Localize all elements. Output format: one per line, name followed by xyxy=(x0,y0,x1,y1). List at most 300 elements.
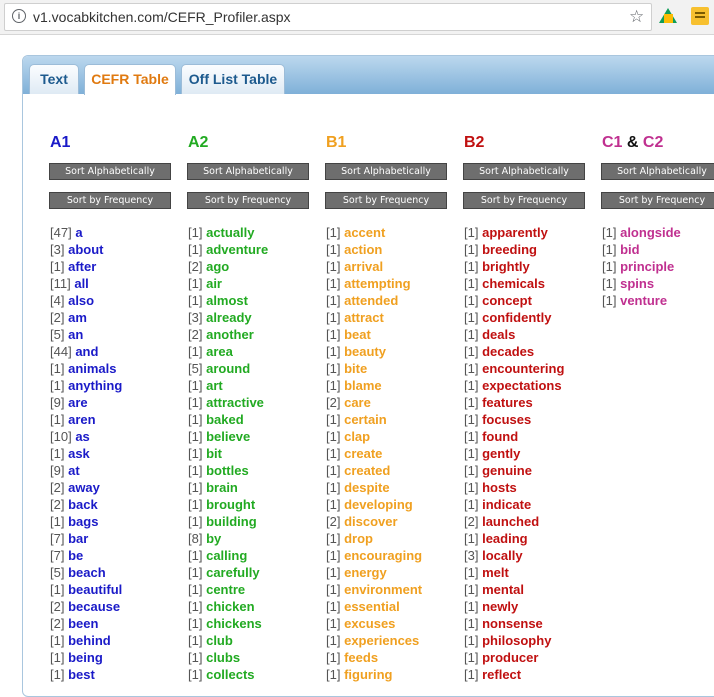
word-row xyxy=(602,275,714,292)
tab-text[interactable]: Text xyxy=(29,64,79,94)
word-row xyxy=(464,411,591,428)
word-row xyxy=(464,632,591,649)
word-link[interactable]: hosts xyxy=(482,480,517,495)
word-link[interactable]: about xyxy=(68,242,104,257)
word-count: [1] xyxy=(326,480,341,495)
word-row xyxy=(326,615,453,632)
word-count: [1] xyxy=(50,378,65,393)
word-count: [1] xyxy=(326,293,341,308)
word-link[interactable]: bit xyxy=(206,446,222,461)
word-count: [1] xyxy=(326,276,341,291)
word-link[interactable]: animals xyxy=(68,361,117,376)
word-count: [1] xyxy=(326,497,341,512)
sort-alpha-button-b1[interactable]: Sort Alphabetically xyxy=(325,163,447,180)
word-count: [1] xyxy=(188,225,203,240)
word-link[interactable]: collects xyxy=(206,667,255,682)
word-row xyxy=(188,445,315,462)
word-link[interactable]: action xyxy=(344,242,383,257)
word-link[interactable]: chickens xyxy=(206,616,262,631)
word-count: [1] xyxy=(326,616,341,631)
word-row xyxy=(188,377,315,394)
word-link[interactable]: centre xyxy=(206,582,246,597)
word-list-a2 xyxy=(188,224,315,683)
word-link[interactable]: anything xyxy=(68,378,123,393)
word-count: [1] xyxy=(464,361,479,376)
word-link[interactable]: philosophy xyxy=(482,633,552,648)
word-link[interactable]: reflect xyxy=(482,667,522,682)
word-link[interactable]: spins xyxy=(620,276,655,291)
word-link[interactable]: mental xyxy=(482,582,524,597)
word-count: [2] xyxy=(188,259,203,274)
word-row xyxy=(188,547,315,564)
word-link[interactable]: breeding xyxy=(482,242,537,257)
word-count: [1] xyxy=(464,497,479,512)
word-row xyxy=(326,479,453,496)
word-link[interactable]: apparently xyxy=(482,225,548,240)
word-link[interactable]: focuses xyxy=(482,412,532,427)
word-link[interactable]: behind xyxy=(68,633,111,648)
word-row xyxy=(464,598,591,615)
word-count: [1] xyxy=(326,650,341,665)
word-count: [1] xyxy=(326,344,341,359)
word-link[interactable]: leading xyxy=(482,531,528,546)
sort-freq-button-c[interactable]: Sort by Frequency xyxy=(601,192,714,209)
word-count: [2] xyxy=(326,514,341,529)
word-link[interactable]: gently xyxy=(482,446,521,461)
word-row xyxy=(326,360,453,377)
word-row xyxy=(50,411,177,428)
word-link[interactable]: almost xyxy=(206,293,248,308)
word-count: [1] xyxy=(50,361,65,376)
word-link[interactable]: decades xyxy=(482,344,535,359)
word-link[interactable]: attract xyxy=(344,310,384,325)
word-link[interactable]: ago xyxy=(206,259,230,274)
word-row xyxy=(50,666,177,683)
word-row xyxy=(50,632,177,649)
word-count: [1] xyxy=(188,650,203,665)
word-row xyxy=(50,530,177,547)
word-link[interactable]: bite xyxy=(344,361,368,376)
word-link[interactable]: experiences xyxy=(344,633,420,648)
word-row xyxy=(602,292,714,309)
word-link[interactable]: principle xyxy=(620,259,675,274)
word-link[interactable]: found xyxy=(482,429,519,444)
word-count: [1] xyxy=(188,378,203,393)
word-row xyxy=(464,649,591,666)
word-count: [2] xyxy=(50,599,65,614)
level-heading-a1: A1 xyxy=(50,134,71,151)
word-count: [1] xyxy=(326,225,341,240)
word-count: [1] xyxy=(464,599,479,614)
word-row xyxy=(188,496,315,513)
word-row xyxy=(188,275,315,292)
word-row xyxy=(326,309,453,326)
word-count: [2] xyxy=(464,514,479,529)
word-link[interactable]: brain xyxy=(206,480,238,495)
word-count: [1] xyxy=(464,259,479,274)
word-count: [1] xyxy=(188,412,203,427)
word-link[interactable]: attended xyxy=(344,293,399,308)
browser-toolbar xyxy=(0,0,714,35)
word-link[interactable]: chemicals xyxy=(482,276,545,291)
word-count: [1] xyxy=(464,429,479,444)
word-row xyxy=(326,394,453,411)
word-count: [2] xyxy=(50,310,65,325)
word-count: [7] xyxy=(50,531,65,546)
word-link[interactable]: accent xyxy=(344,225,386,240)
word-link[interactable]: environment xyxy=(344,582,423,597)
word-count: [1] xyxy=(602,276,617,291)
word-row xyxy=(464,496,591,513)
word-link[interactable]: around xyxy=(206,361,251,376)
word-row xyxy=(50,445,177,462)
word-link[interactable]: newly xyxy=(482,599,519,614)
word-row xyxy=(188,530,315,547)
word-link[interactable]: blame xyxy=(344,378,382,393)
word-link[interactable]: as xyxy=(75,429,90,444)
sort-freq-button-b1[interactable]: Sort by Frequency xyxy=(325,192,447,209)
word-link[interactable]: because xyxy=(68,599,121,614)
word-row xyxy=(50,394,177,411)
google-drive-icon[interactable] xyxy=(659,8,677,23)
info-icon[interactable]: i xyxy=(12,9,26,23)
word-link[interactable]: bottles xyxy=(206,463,249,478)
word-count: [1] xyxy=(188,395,203,410)
word-row xyxy=(188,360,315,377)
sort-freq-button-a1[interactable]: Sort by Frequency xyxy=(49,192,171,209)
word-link[interactable]: been xyxy=(68,616,99,631)
word-list-a1 xyxy=(50,224,177,683)
sort-freq-button-a2[interactable]: Sort by Frequency xyxy=(187,192,309,209)
word-count: [1] xyxy=(188,616,203,631)
word-link[interactable]: believe xyxy=(206,429,251,444)
word-row xyxy=(188,615,315,632)
word-count: [1] xyxy=(188,548,203,563)
word-count: [1] xyxy=(464,616,479,631)
word-row xyxy=(50,547,177,564)
word-link[interactable]: aren xyxy=(68,412,96,427)
word-count: [1] xyxy=(188,276,203,291)
word-count: [1] xyxy=(464,446,479,461)
word-link[interactable]: already xyxy=(206,310,252,325)
word-row xyxy=(464,275,591,292)
word-count: [2] xyxy=(50,497,65,512)
word-row xyxy=(188,241,315,258)
word-row xyxy=(464,343,591,360)
word-row xyxy=(326,581,453,598)
word-count: [1] xyxy=(326,582,341,597)
word-row xyxy=(188,462,315,479)
sort-alpha-button-a1[interactable]: Sort Alphabetically xyxy=(49,163,171,180)
word-link[interactable]: chicken xyxy=(206,599,255,614)
word-count: [1] xyxy=(464,293,479,308)
word-count: [1] xyxy=(188,463,203,478)
word-link[interactable]: concept xyxy=(482,293,532,308)
word-link[interactable]: club xyxy=(206,633,233,648)
word-link[interactable]: created xyxy=(344,463,391,478)
word-count: [2] xyxy=(50,480,65,495)
column-a2 xyxy=(183,132,315,683)
word-link[interactable]: bags xyxy=(68,514,99,529)
word-count: [5] xyxy=(188,361,203,376)
word-row xyxy=(188,632,315,649)
word-link[interactable]: and xyxy=(75,344,99,359)
word-row xyxy=(326,445,453,462)
word-link[interactable]: brightly xyxy=(482,259,530,274)
word-count: [1] xyxy=(50,259,65,274)
word-link[interactable]: an xyxy=(68,327,84,342)
word-row xyxy=(188,649,315,666)
word-row xyxy=(464,530,591,547)
word-link[interactable]: ask xyxy=(68,446,90,461)
word-count: [1] xyxy=(188,565,203,580)
word-link[interactable]: melt xyxy=(482,565,509,580)
word-link[interactable]: all xyxy=(74,276,89,291)
word-count: [1] xyxy=(602,242,617,257)
word-link[interactable]: after xyxy=(68,259,97,274)
word-count: [2] xyxy=(50,616,65,631)
word-link[interactable]: attempting xyxy=(344,276,411,291)
word-count: [1] xyxy=(326,310,341,325)
sort-freq-button-b2[interactable]: Sort by Frequency xyxy=(463,192,585,209)
word-row xyxy=(464,445,591,462)
word-row xyxy=(464,377,591,394)
word-count: [1] xyxy=(602,259,617,274)
word-link[interactable]: figuring xyxy=(344,667,393,682)
word-link[interactable]: beat xyxy=(344,327,371,342)
word-count: [1] xyxy=(326,327,341,342)
word-row xyxy=(326,547,453,564)
word-row xyxy=(188,292,315,309)
word-row xyxy=(464,615,591,632)
word-link[interactable]: excuses xyxy=(344,616,396,631)
word-count: [5] xyxy=(50,327,65,342)
word-row xyxy=(326,377,453,394)
word-row xyxy=(188,258,315,275)
word-link[interactable]: calling xyxy=(206,548,248,563)
word-count: [1] xyxy=(188,514,203,529)
word-link[interactable]: attractive xyxy=(206,395,264,410)
level-heading-amp: & xyxy=(626,134,639,151)
word-link[interactable]: features xyxy=(482,395,533,410)
word-link[interactable]: baked xyxy=(206,412,244,427)
extension-icon[interactable] xyxy=(691,7,709,25)
star-icon[interactable]: ☆ xyxy=(629,7,645,26)
url-text[interactable]: v1.vocabkitchen.com/CEFR_Profiler.aspx xyxy=(33,9,291,25)
word-link[interactable]: beautiful xyxy=(68,582,123,597)
address-bar[interactable] xyxy=(4,3,652,31)
sort-alpha-button-b2[interactable]: Sort Alphabetically xyxy=(463,163,585,180)
sort-alpha-button-c[interactable]: Sort Alphabetically xyxy=(601,163,714,180)
word-link[interactable]: also xyxy=(68,293,95,308)
tab-bar xyxy=(23,56,714,94)
word-count: [44] xyxy=(50,344,72,359)
word-link[interactable]: air xyxy=(206,276,222,291)
word-count: [1] xyxy=(326,599,341,614)
tab-cefr-table[interactable]: CEFR Table xyxy=(84,64,176,95)
word-count: [1] xyxy=(326,361,341,376)
word-row xyxy=(464,564,591,581)
word-row xyxy=(326,241,453,258)
word-row xyxy=(326,292,453,309)
word-row xyxy=(50,309,177,326)
word-row xyxy=(464,581,591,598)
word-count: [1] xyxy=(464,327,479,342)
word-link[interactable]: discover xyxy=(344,514,398,529)
word-link[interactable]: essential xyxy=(344,599,400,614)
word-row xyxy=(326,513,453,530)
word-link[interactable]: indicate xyxy=(482,497,532,512)
word-row xyxy=(326,275,453,292)
word-row xyxy=(50,292,177,309)
word-count: [3] xyxy=(464,548,479,563)
word-row xyxy=(464,224,591,241)
word-row xyxy=(50,377,177,394)
word-link[interactable]: encountering xyxy=(482,361,565,376)
word-link[interactable]: bid xyxy=(620,242,640,257)
word-link[interactable]: art xyxy=(206,378,223,393)
word-count: [47] xyxy=(50,225,72,240)
word-count: [1] xyxy=(188,667,203,682)
word-link[interactable]: beauty xyxy=(344,344,386,359)
word-count: [1] xyxy=(464,582,479,597)
word-link[interactable]: be xyxy=(68,548,84,563)
word-count: [1] xyxy=(326,531,341,546)
word-row xyxy=(602,241,714,258)
word-link[interactable]: adventure xyxy=(206,242,269,257)
word-row xyxy=(188,411,315,428)
word-link[interactable]: developing xyxy=(344,497,413,512)
tab-off-list-table[interactable]: Off List Table xyxy=(181,64,285,94)
word-row xyxy=(326,632,453,649)
word-link[interactable]: another xyxy=(206,327,254,342)
word-link[interactable]: despite xyxy=(344,480,390,495)
word-row xyxy=(326,326,453,343)
word-row xyxy=(50,462,177,479)
word-link[interactable]: arrival xyxy=(344,259,384,274)
level-heading-b2: B2 xyxy=(464,134,485,151)
word-row xyxy=(188,326,315,343)
word-count: [1] xyxy=(464,531,479,546)
word-link[interactable]: carefully xyxy=(206,565,260,580)
word-row xyxy=(464,462,591,479)
word-row xyxy=(602,258,714,275)
word-row xyxy=(188,479,315,496)
word-row xyxy=(464,292,591,309)
word-link[interactable]: nonsense xyxy=(482,616,543,631)
word-row xyxy=(464,428,591,445)
word-row xyxy=(50,241,177,258)
word-link[interactable]: being xyxy=(68,650,103,665)
column-b2 xyxy=(459,132,591,683)
word-link[interactable]: feeds xyxy=(344,650,379,665)
sort-alpha-button-a2[interactable]: Sort Alphabetically xyxy=(187,163,309,180)
word-row xyxy=(50,581,177,598)
word-link[interactable]: drop xyxy=(344,531,373,546)
word-row xyxy=(50,428,177,445)
word-link[interactable]: back xyxy=(68,497,98,512)
word-count: [1] xyxy=(50,633,65,648)
word-link[interactable]: confidently xyxy=(482,310,552,325)
word-count: [1] xyxy=(464,565,479,580)
word-row xyxy=(464,666,591,683)
word-link[interactable]: launched xyxy=(482,514,540,529)
word-row xyxy=(326,411,453,428)
level-heading-b1: B1 xyxy=(326,134,347,151)
word-link[interactable]: certain xyxy=(344,412,387,427)
word-link[interactable]: a xyxy=(75,225,83,240)
word-row xyxy=(326,598,453,615)
word-link[interactable]: best xyxy=(68,667,95,682)
word-count: [1] xyxy=(464,242,479,257)
word-link[interactable]: expectations xyxy=(482,378,562,393)
word-link[interactable]: deals xyxy=(482,327,516,342)
word-count: [1] xyxy=(464,395,479,410)
word-count: [1] xyxy=(50,667,65,682)
word-link[interactable]: clap xyxy=(344,429,371,444)
column-a1 xyxy=(45,132,177,683)
word-row xyxy=(464,258,591,275)
word-row xyxy=(464,513,591,530)
word-row xyxy=(188,224,315,241)
word-count: [1] xyxy=(464,276,479,291)
word-count: [1] xyxy=(326,667,341,682)
word-link[interactable]: venture xyxy=(620,293,668,308)
word-link[interactable]: area xyxy=(206,344,233,359)
word-row xyxy=(602,224,714,241)
word-link[interactable]: create xyxy=(344,446,383,461)
word-row xyxy=(50,564,177,581)
word-link[interactable]: bar xyxy=(68,531,89,546)
word-link[interactable]: by xyxy=(206,531,222,546)
word-link[interactable]: at xyxy=(68,463,80,478)
word-link[interactable]: producer xyxy=(482,650,539,665)
word-link[interactable]: am xyxy=(68,310,87,325)
word-list-c xyxy=(602,224,714,309)
word-row xyxy=(50,343,177,360)
word-row xyxy=(326,530,453,547)
word-row xyxy=(188,598,315,615)
word-row xyxy=(464,326,591,343)
word-count: [1] xyxy=(50,412,65,427)
word-row xyxy=(188,564,315,581)
word-link[interactable]: locally xyxy=(482,548,523,563)
word-row xyxy=(326,564,453,581)
word-link[interactable]: care xyxy=(344,395,371,410)
word-count: [1] xyxy=(188,599,203,614)
word-link[interactable]: away xyxy=(68,480,100,495)
word-link[interactable]: energy xyxy=(344,565,387,580)
word-link[interactable]: are xyxy=(68,395,88,410)
word-link[interactable]: alongside xyxy=(620,225,681,240)
word-link[interactable]: brought xyxy=(206,497,256,512)
word-link[interactable]: encouraging xyxy=(344,548,423,563)
word-row xyxy=(50,258,177,275)
word-link[interactable]: genuine xyxy=(482,463,532,478)
word-row xyxy=(188,309,315,326)
word-link[interactable]: actually xyxy=(206,225,255,240)
word-count: [1] xyxy=(326,429,341,444)
word-link[interactable]: clubs xyxy=(206,650,241,665)
word-row xyxy=(326,666,453,683)
word-count: [1] xyxy=(326,633,341,648)
word-count: [1] xyxy=(602,225,617,240)
word-link[interactable]: building xyxy=(206,514,257,529)
word-link[interactable]: beach xyxy=(68,565,106,580)
word-count: [1] xyxy=(188,429,203,444)
word-row xyxy=(50,649,177,666)
word-count: [1] xyxy=(326,565,341,580)
